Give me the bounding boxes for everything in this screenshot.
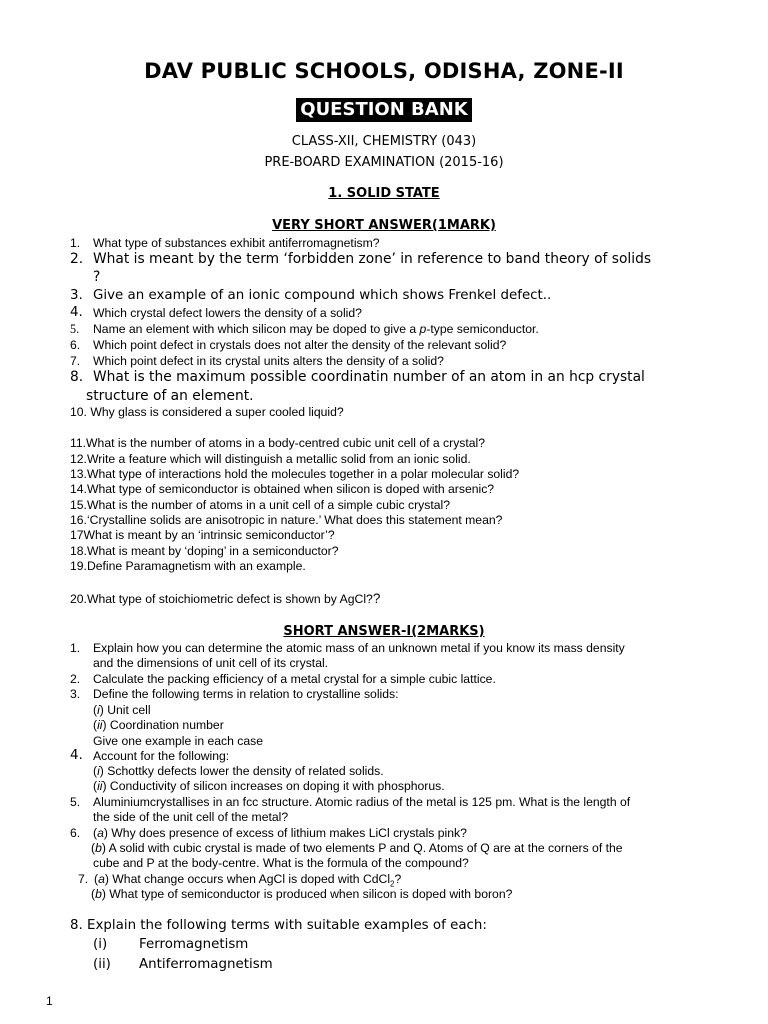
vsa-q11: 11.What is the number of atoms in a body-centred cubic unit cell of a crystal?: [70, 436, 486, 450]
sa-q6-number: 6.: [70, 826, 81, 840]
sa-heading: SHORT ANSWER-I(2MARKS): [283, 624, 485, 639]
sa-q4-part-ii: (ii) Conductivity of silicon increases on doping it with phosphorus.: [93, 779, 445, 793]
sa-q8: 8. Explain the following terms with suitable examples of each:: [70, 918, 487, 933]
sa-q3-end: Give one example in each case: [93, 734, 264, 748]
vsa-q4-number: 4.: [70, 305, 83, 320]
vsa-q13: 13.What type of interactions hold the molecules together in a polar molecular solid?: [70, 467, 520, 481]
badge-wrapper: [0, 98, 768, 122]
sa-q3-number: 3.: [70, 687, 81, 701]
sa-q5-number: 5.: [70, 795, 81, 809]
vsa-q1-number: 1.: [70, 236, 81, 250]
sa-q1-number: 1.: [70, 641, 81, 655]
page-number: 1: [46, 994, 53, 1008]
sa-q6-part-b-continued: cube and P at the body-centre. What is the formula of the compound?: [93, 856, 469, 870]
sa-q3-part-i: (i) Unit cell: [93, 703, 151, 717]
sa-q1: Explain how you can determine the atomic mass of an unknown metal if you know its mass density: [93, 641, 625, 655]
vsa-q8-continued: structure of an element.: [86, 388, 254, 404]
vsa-q3-number: 3.: [70, 288, 83, 303]
sa-q8-part-ii: Antiferromagnetism: [139, 957, 273, 972]
vsa-q5-number: 5.: [70, 322, 80, 336]
sa-q5-continued: the side of the unit cell of the metal?: [93, 810, 289, 824]
vsa-q4: Which crystal defect lowers the density of a solid?: [93, 306, 362, 320]
sa-q4: Account for the following:: [93, 749, 230, 763]
sa-q4-part-i: (i) Schottky defects lower the density of related solids.: [93, 764, 384, 778]
sa-q6-part-a: (a) Why does presence of excess of lithium makes LiCl crystals pink?: [93, 826, 467, 840]
vsa-q8-number: 8.: [70, 369, 84, 385]
sa-q1-continued: and the dimensions of unit cell of its crystal.: [93, 656, 329, 670]
sa-q2-number: 2.: [70, 672, 81, 686]
vsa-q2-continued: ?: [93, 269, 101, 285]
sa-q3-part-ii: (ii) Coordination number: [93, 718, 224, 732]
vsa-q2-number: 2.: [70, 251, 84, 267]
sa-q2: Calculate the packing efficiency of a metal crystal for a simple cubic lattice.: [93, 672, 496, 686]
vsa-q2: What is meant by the term ‘forbidden zone’ in reference to band theory of solids: [93, 251, 652, 267]
vsa-q20: 20.What type of stoichiometric defect is shown by AgCl??: [70, 591, 381, 606]
exam-line: PRE-BOARD EXAMINATION (2015-16): [264, 155, 504, 170]
sa-q6-part-b: (b) A solid with cubic crystal is made of two elements P and Q. Atoms of Q are at the corners of the: [91, 841, 623, 855]
vsa-q8: What is the maximum possible coordinatin number of an atom in an hcp crystal: [93, 369, 645, 385]
sa-q7-number: 7.: [78, 872, 89, 886]
vsa-q7-number: 7.: [70, 354, 81, 368]
sa-q7-part-b: (b) What type of semiconductor is produced when silicon is doped with boron?: [91, 887, 513, 901]
sa-q3: Define the following terms in relation to crystalline solids:: [93, 687, 399, 701]
vsa-q5: Name an element with which silicon may be doped to give a p-type semiconductor.: [93, 322, 539, 336]
sa-q8-part-i-mark: (i): [93, 937, 108, 952]
chapter-heading: 1. SOLID STATE: [328, 186, 440, 201]
vsa-q17: 17What is meant by an ‘intrinsic semiconductor’?: [70, 528, 335, 542]
vsa-q6: Which point defect in crystals does not alter the density of the relevant solid?: [93, 338, 507, 352]
vsa-q3: Give an example of an ionic compound which shows Frenkel defect..: [93, 288, 552, 303]
vsa-q12: 12.Write a feature which will distinguish a metallic solid from an ionic solid.: [70, 452, 471, 466]
sa-q4-number: 4.: [70, 748, 83, 763]
vsa-q19: 19.Define Paramagnetism with an example.: [70, 559, 306, 573]
vsa-q15: 15.What is the number of atoms in a unit cell of a simple cubic crystal?: [70, 498, 451, 512]
vsa-heading: VERY SHORT ANSWER(1MARK): [272, 218, 496, 233]
question-bank-badge: QUESTION BANK: [296, 98, 471, 122]
vsa-q16: 16.‘Crystalline solids are anisotropic in nature.’ What does this statement mean?: [70, 513, 503, 527]
vsa-q14: 14.What type of semiconductor is obtained when silicon is doped with arsenic?: [70, 482, 495, 496]
sa-q8-part-i: Ferromagnetism: [139, 937, 249, 952]
vsa-q6-number: 6.: [70, 338, 81, 352]
class-line: CLASS-XII, CHEMISTRY (043): [291, 134, 477, 149]
sa-q5: Aluminiumcrystallises in an fcc structure. Atomic radius of the metal is 125 pm. What is the length of: [93, 795, 631, 809]
document-title: DAV PUBLIC SCHOOLS, ODISHA, ZONE-II: [144, 59, 624, 83]
sa-q8-part-ii-mark: (ii): [93, 957, 111, 972]
sa-q7-part-a: (a) What change occurs when AgCl is doped with CdCl$_2$?: [94, 872, 402, 889]
vsa-q1: What type of substances exhibit antiferromagnetism?: [93, 236, 380, 250]
vsa-q7: Which point defect in its crystal units alters the density of a solid?: [93, 354, 444, 368]
vsa-q18: 18.What is meant by ‘doping’ in a semiconductor?: [70, 544, 339, 558]
vsa-q10: 10. Why glass is considered a super cooled liquid?: [70, 405, 344, 419]
